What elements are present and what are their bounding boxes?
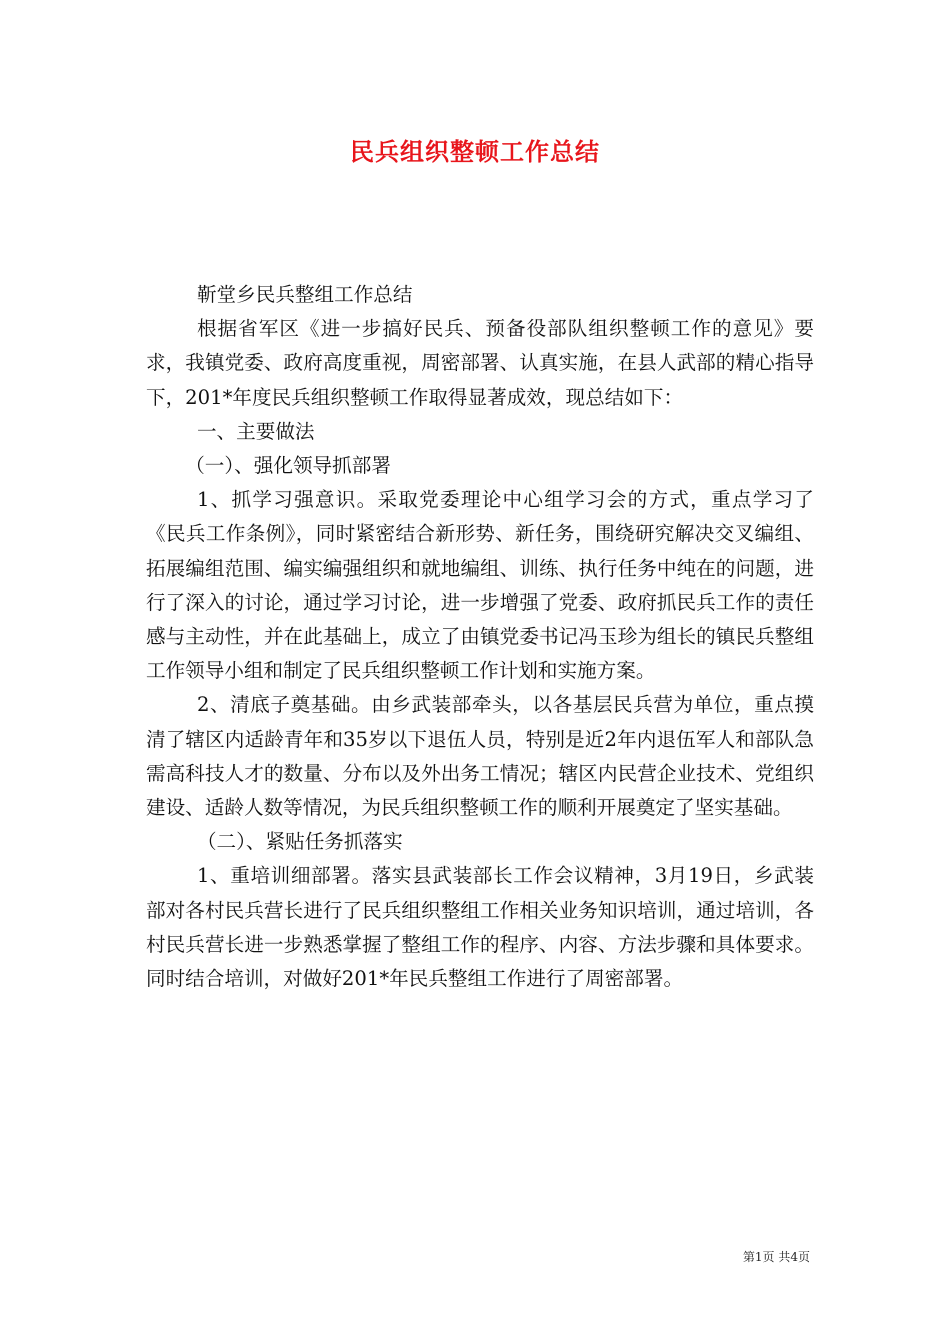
body-paragraph: 1、重培训细部署。落实县武装部长工作会议精神，3月19日，乡武装部对各村民兵营长进行了民兵组织整组工作相关业务知识培训，通过培训，各村民兵营长进一步熟悉掌握了整组工作的程序、内容、方法步骤和具体要求。同时结合培训，对做好201*年民兵整组工作进行了周密部署。 [146, 864, 814, 991]
page-number: 第1页 共4页 [742, 1250, 810, 1264]
section-heading: 一、主要做法 [196, 419, 315, 443]
intro-paragraph: 根据省军区《进一步搞好民兵、预备役部队组织整顿工作的意见》要求，我镇党委、政府高度重视，周密部署、认真实施，在县人武部的精心指导下，201*年度民兵组织整顿工作取得显著成效，现总结如下： [146, 317, 814, 409]
document-body [146, 278, 814, 996]
body-paragraph: 2、清底子奠基础。由乡武装部牵头，以各基层民兵营为单位，重点摸清了辖区内适龄青年和35岁以下退伍人员，特别是近2年内退伍军人和部队急需高科技人才的数量、分布以及外出务工情况；辖区内民营企业技术、党组织建设、适龄人数等情况，为民兵组织整顿工作的顺利开展奠定了坚实基础。 [146, 693, 814, 820]
document-title: 民兵组织整顿工作总结 [350, 137, 600, 166]
body-paragraph: 1、抓学习强意识。采取党委理论中心组学习会的方式，重点学习了《民兵工作条例》，同时紧密结合新形势、新任务，围绕研究解决交叉编组、拓展编组范围、编实编强组织和就地编组、训练、执行任务中纯在的问题，进行了深入的讨论，通过学习讨论，进一步增强了党委、政府抓民兵工作的责任感与主动性，并在此基础上，成立了由镇党委书记冯玉珍为组长的镇民兵整组工作领导小组和制定了民兵组织整顿工作计划和实施方案。 [146, 488, 814, 683]
subtitle-paragraph: 靳堂乡民兵整组工作总结 [196, 283, 413, 306]
subsection-heading: （一）、强化领导抓部署 [185, 454, 391, 478]
subsection-heading: （二）、紧贴任务抓落实 [196, 830, 403, 854]
